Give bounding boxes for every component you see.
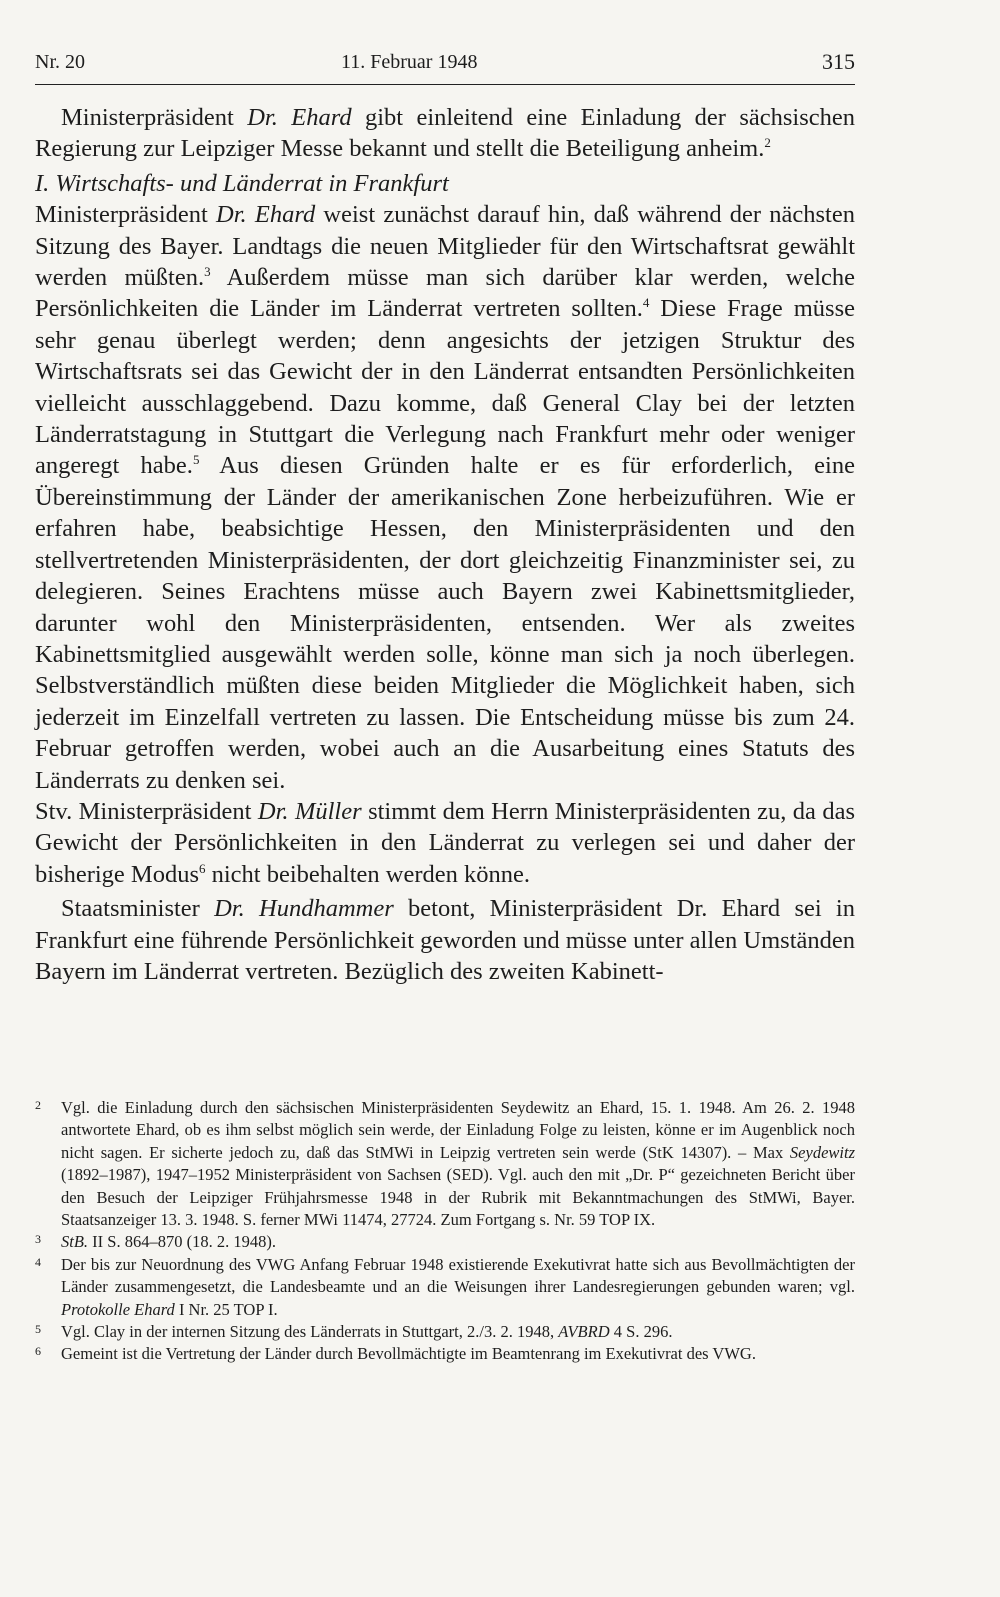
footnotes [35, 1097, 855, 1366]
text-run: Gemeint ist die Vertretung der Länder durch Bevollmächtigte im Beamtenrang im Exekutivrat des VWG. [61, 1344, 756, 1364]
text-run: gibt einleitend eine Einladung der sächsischen Regierung zur Leipziger Messe bekannt und stellt die Beteiligung anheim. [35, 104, 856, 163]
paragraph-hundhammer [35, 893, 855, 987]
document-page [35, 0, 855, 1597]
paragraph-invitation [35, 102, 855, 165]
footnote-5 [35, 1321, 855, 1343]
paragraph-mueller [35, 796, 855, 890]
source-ref: AVBRD [558, 1322, 610, 1342]
footnote-ref[interactable]: 5 [192, 452, 200, 468]
footnote-number: 6 [35, 1344, 41, 1359]
running-header [35, 44, 855, 85]
footnote-ref[interactable]: 6 [199, 860, 206, 876]
person-name: Dr. Müller [257, 797, 362, 825]
text-run: betont, Ministerpräsident Dr. Ehard sei in Frankfurt eine führende Persönlichkeit geworden und müsse unter allen Umständen Bayern im Länderrat vertreten. Bezüglich des zweiten Kabinett- [35, 895, 855, 985]
footnote-2 [35, 1097, 855, 1231]
text-run: Außerdem müsse man sich darüber klar werden, welche Persönlichkeiten die Länder im Länderrat vertreten sollten. [35, 264, 855, 323]
text-run: Der bis zur Neuordnung des VWG Anfang Februar 1948 existierende Exekutivrat hatte sich aus Bevollmächtigten der Länder zusammengesetzt, die Landesbeamte und an die Weisungen ihrer Landesregierungen gebunden waren; vgl. [61, 1254, 855, 1297]
footnote-ref[interactable]: 2 [764, 135, 771, 151]
text-run: nicht beibehalten werden könne. [205, 860, 531, 888]
issue-number: Nr. 20 [35, 51, 85, 73]
footnote-ref[interactable]: 4 [642, 295, 650, 311]
text-run: Vgl. die Einladung durch den sächsischen Ministerpräsidenten Seydewitz an Ehard, 15. 1. 1948. Am 26. 2. 1948 antwortete Ehard, ob es ihm selbst möglich sein werde, der Einladung Folge zu leisten, könne er im Augenblick noch nicht sagen. Er sicherte jedoch zu, daß das StMWi in Leipzig vertreten sein werde (StK 14307). – Max [61, 1098, 855, 1162]
footnote-number: 5 [35, 1322, 41, 1337]
footnote-6 [35, 1343, 855, 1365]
main-text [35, 102, 855, 987]
text-run: II S. 864–870 (18. 2. 1948). [88, 1232, 276, 1252]
footnote-4 [35, 1254, 855, 1321]
text-run: Stv. Ministerpräsident [35, 797, 258, 825]
person-name: Dr. Ehard [216, 201, 316, 229]
person-name: Seydewitz [789, 1142, 855, 1162]
section-heading: I. Wirtschafts- und Länderrat in Frankfurt [35, 169, 449, 197]
footnote-ref[interactable]: 3 [204, 264, 211, 280]
footnote-number: 2 [35, 1098, 41, 1112]
person-name: Dr. Hundhammer [214, 895, 394, 923]
footnote-3 [35, 1231, 855, 1253]
session-date: 11. Februar 1948 [341, 51, 478, 73]
text-run: 4 S. 296. [609, 1322, 673, 1342]
source-ref: Protokolle Ehard [61, 1299, 175, 1319]
text-run: weist zunächst darauf hin, daß während der nächsten Sitzung des Bayer. Landtags die neuen Mitglieder für den Wirtschaftsrat gewählt werden müßten. [35, 201, 855, 292]
text-run: Aus diesen Gründen halte er es für erforderlich, eine Übereinstimmung der Länder der amerikanischen Zone herbeizuführen. Wie er erfahren habe, beabsichtige Hessen, den Ministerpräsidenten und den stellvertretenden Ministerpräsidenten, der dort gleichzeitig Finanzminister sei, zu delegieren. Seines Erachtens müsse auch Bayern zwei Kabinettsmitglieder, darunter wohl den Ministerpräsidenten, entsenden. Wer als zweites Kabinettsmitglied ausgewählt werden solle, könne man sich ja noch überlegen. Selbstverständlich müßten diese beiden Mitglieder die Möglichkeit haben, sich jederzeit im Einzelfall vertreten zu lassen. Die Entscheidung müsse bis zum 24. Februar getroffen werden, wobei auch an die Ausarbeitung eines Statuts des Länderrats zu denken sei. [35, 452, 855, 794]
text-run: I Nr. 25 TOP I. [174, 1299, 278, 1319]
footnote-number: 3 [35, 1232, 41, 1247]
text-run: (1892–1987), 1947–1952 Ministerpräsident von Sachsen (SED). Vgl. auch den mit „Dr. P“ gezeichneten Bericht über den Besuch der Leipziger Frühjahrsmesse 1948 in der Rubrik mit Bekanntmachungen des StMWi, Bayer. Staatsanzeiger 13. 3. 1948. S. ferner MWi 11474, 27724. Zum Fortgang s. Nr. 59 TOP IX. [61, 1165, 855, 1230]
paragraph-ehard [35, 199, 855, 796]
person-name: Dr. Ehard [247, 104, 352, 131]
footnote-number: 4 [35, 1254, 41, 1269]
source-ref: StB. [61, 1232, 89, 1252]
text-run: stimmt dem Herrn Ministerpräsidenten zu, da das Gewicht der Persönlichkeiten in den Länderrat zu verlegen sei und daher der bisherige Modus [35, 797, 856, 888]
page-number: 315 [822, 49, 855, 74]
text-run: Staatsminister [61, 895, 215, 923]
text-run: Ministerpräsident [61, 104, 248, 131]
text-run: Vgl. Clay in der internen Sitzung des Länderrats in Stuttgart, 2./3. 2. 1948, [61, 1322, 559, 1342]
text-run: Diese Frage müsse sehr genau überlegt werden; denn angesichts der jetzigen Struktur des Wirtschaftsrats sei das Gewicht der in den Länderrat entsandten Persönlichkeiten vielleicht ausschlaggebend. Dazu komme, daß General Clay bei der letzten Länderratstagung in Stuttgart die Verlegung nach Frankfurt mehr oder weniger angeregt habe. [35, 295, 855, 480]
text-run: Ministerpräsident [35, 201, 217, 229]
